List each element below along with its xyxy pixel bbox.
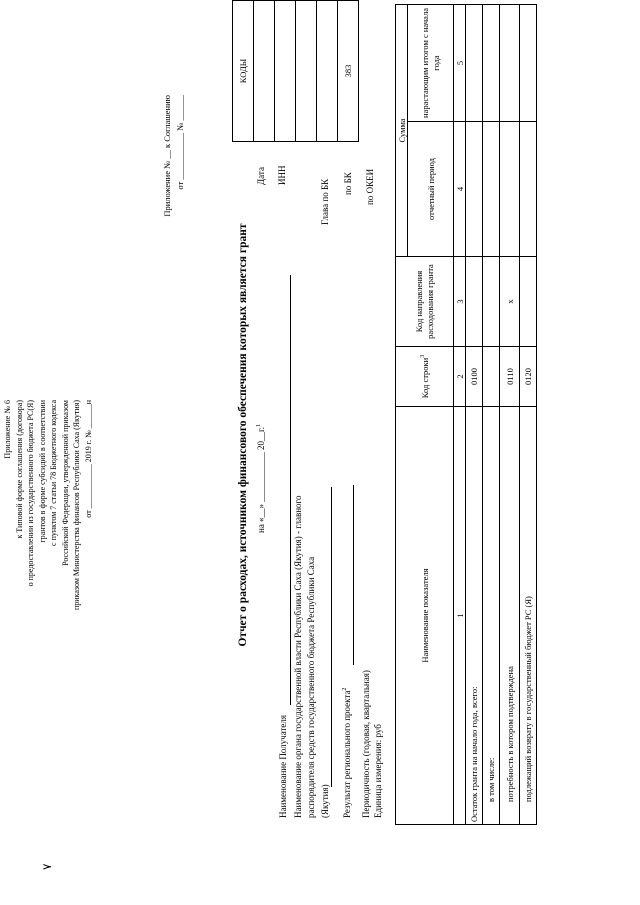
col-num-3: 3 [454, 257, 466, 347]
header-sum: Сумма [396, 4, 408, 256]
codes-label-glava: Глава по БК [320, 178, 330, 225]
col-num-1: 1 [454, 407, 466, 825]
handwritten-mark: ٧ [40, 863, 54, 870]
agreement-line: от ___________ № ______ [175, 95, 185, 190]
row-cumulative [520, 4, 537, 121]
row-code [483, 347, 500, 407]
row-dir [520, 257, 537, 347]
row-period [520, 122, 537, 257]
footnote-mark: 3 [419, 354, 426, 358]
table-row [483, 4, 500, 824]
row-cumulative [466, 4, 483, 121]
project-underline [353, 485, 354, 665]
codes-cell-glava [296, 1, 317, 142]
project-text: Результат регионального проекта [342, 690, 352, 818]
codes-cell-inn [275, 1, 296, 142]
row-name: потребность в котором подтверждена [500, 407, 520, 825]
report-table [395, 4, 537, 825]
row-period [500, 122, 520, 257]
header-cumulative: нарастающим итогом с начала года [408, 4, 454, 121]
row-dir: x [500, 257, 520, 347]
date-text: на «__» ___________ 20__г. [256, 427, 266, 533]
periodicity-label: Периодичность (годовая, квартальная) [361, 670, 371, 818]
report-date-line [256, 424, 266, 533]
col-num-4: 4 [454, 122, 466, 257]
report-title: Отчет о расходах, источником финансового обеспечения которых является грант [237, 223, 249, 647]
agreement-line: Приложение № __ к Соглашению [162, 95, 172, 217]
header-name: Наименование показателя [396, 407, 454, 825]
row-dir [466, 257, 483, 347]
authority-underline [331, 487, 332, 787]
col-num-2: 2 [454, 347, 466, 407]
appendix-header [2, 400, 94, 610]
row-name: в том числе: [483, 407, 500, 825]
row-name: Остаток гранта на начало года, всего: [466, 407, 483, 825]
table-row [500, 4, 520, 824]
codes-header: КОДЫ [233, 1, 254, 142]
row-code: 0100 [466, 347, 483, 407]
project-label [342, 688, 352, 818]
appendix-line: Приложение № 6 [3, 400, 12, 459]
authority-label-3: (Якутия) [320, 784, 330, 818]
codes-label-pobk: по БК [343, 172, 353, 195]
appendix-line: приказом Министерства финансов Республики Саха (Якутия) [72, 400, 81, 610]
appendix-line: от ___________ 2019 г. № ______н [83, 400, 93, 518]
appendix-line: с пунктом 7 статьи 78 Бюджетного кодекса [49, 400, 58, 546]
recipient-label: Наименование Получателя [278, 714, 288, 818]
footnote-mark: 1 [256, 424, 262, 427]
row-dir [483, 257, 500, 347]
codes-cell-pobk [317, 1, 338, 142]
row-period [466, 122, 483, 257]
appendix-line: о предоставлении из государственного бюджета РС(Я) [26, 400, 35, 587]
appendix-line: к Типовой форме соглашения (договора) [14, 400, 24, 539]
header-code-text: Код строки [419, 357, 430, 399]
codes-label-okei: по ОКЕИ [365, 168, 375, 205]
codes-label-inn: ИНН [277, 165, 287, 185]
col-num-5: 5 [454, 4, 466, 121]
row-code: 0120 [520, 347, 537, 407]
agreement-ref [161, 95, 187, 217]
codes-table [232, 0, 359, 142]
footnote-mark: 2 [342, 687, 348, 691]
authority-label-2: распорядителя средств государственного бюджета Республики Саха [306, 556, 316, 818]
row-cumulative [483, 4, 500, 121]
appendix-line: грантов в форме субсидий в соответствии [37, 400, 47, 543]
row-period [483, 122, 500, 257]
header-code [396, 347, 454, 407]
table-row [520, 4, 537, 824]
codes-label-date: Дата [256, 167, 266, 185]
row-cumulative [500, 4, 520, 121]
recipient-underline [290, 275, 291, 705]
unit-label: Единица измерения: руб [373, 724, 383, 818]
authority-label-1: Наименование органа государственной власти Республики Саха (Якутия) - главного [293, 495, 303, 818]
codes-cell-okei: 383 [338, 1, 359, 142]
table-row [466, 4, 483, 824]
row-code: 0110 [500, 347, 520, 407]
row-name: подлежащий возврату в государственный бюджет РС (Я) [520, 407, 537, 825]
header-period: отчетный период [408, 122, 454, 257]
appendix-line: Российской Федерации, утвержденной приказом [60, 400, 70, 566]
codes-cell-date [254, 1, 275, 142]
header-direction: Код направления расходования гранта [396, 257, 454, 347]
